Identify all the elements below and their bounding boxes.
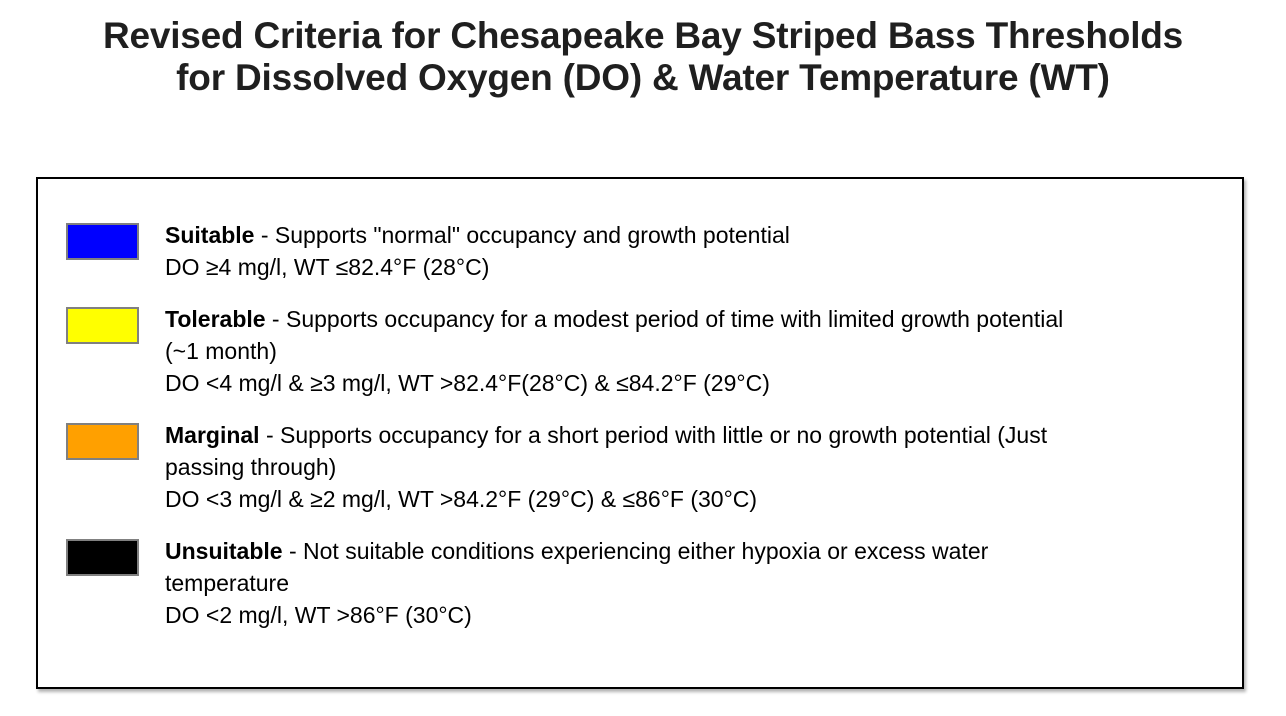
page-title [0,15,1286,99]
suitable-color-swatch [66,223,139,260]
marginal-criteria: DO <3 mg/l & ≥2 mg/l, WT >84.2°F (29°C) & ≤86°F (30°C) [165,486,758,512]
legend-entry-unsuitable [66,535,1234,631]
suitable-text [165,219,790,283]
unsuitable-color-swatch [66,539,139,576]
tolerable-description-cont: (~1 month) [165,338,277,364]
tolerable-color-swatch [66,307,139,344]
marginal-description: - Supports occupancy for a short period with little or no growth potential (Just [259,422,1048,448]
tolerable-description: - Supports occupancy for a modest period of time with limited growth potential [265,306,1064,332]
legend-entry-marginal [66,419,1234,515]
unsuitable-description-line [165,535,988,567]
unsuitable-description-cont: temperature [165,570,290,596]
page-title-line1: Revised Criteria for Chesapeake Bay Striped Bass Thresholds [102,15,1184,56]
unsuitable-text [165,535,988,631]
suitable-description: - Supports "normal" occupancy and growth potential [254,222,790,248]
legend-entry-tolerable [66,303,1234,399]
unsuitable-label: Unsuitable [165,538,283,564]
tolerable-text [165,303,1063,399]
marginal-label: Marginal [165,422,260,448]
tolerable-criteria: DO <4 mg/l & ≥3 mg/l, WT >82.4°F(28°C) & ≤84.2°F (29°C) [165,370,770,396]
marginal-description-cont: passing through) [165,454,337,480]
unsuitable-description: - Not suitable conditions experiencing either hypoxia or excess water [282,538,989,564]
suitable-description-line [165,219,790,251]
legend-box [36,177,1244,689]
marginal-description-line [165,419,1047,451]
page [0,15,1286,716]
marginal-text [165,419,1047,515]
suitable-label: Suitable [165,222,255,248]
unsuitable-criteria: DO <2 mg/l, WT >86°F (30°C) [165,602,472,628]
suitable-criteria: DO ≥4 mg/l, WT ≤82.4°F (28°C) [165,254,490,280]
tolerable-description-line [165,303,1063,335]
marginal-color-swatch [66,423,139,460]
tolerable-label: Tolerable [165,306,266,332]
page-title-line2: for Dissolved Oxygen (DO) & Water Temperature (WT) [176,57,1110,98]
legend-entry-suitable [66,219,1234,283]
